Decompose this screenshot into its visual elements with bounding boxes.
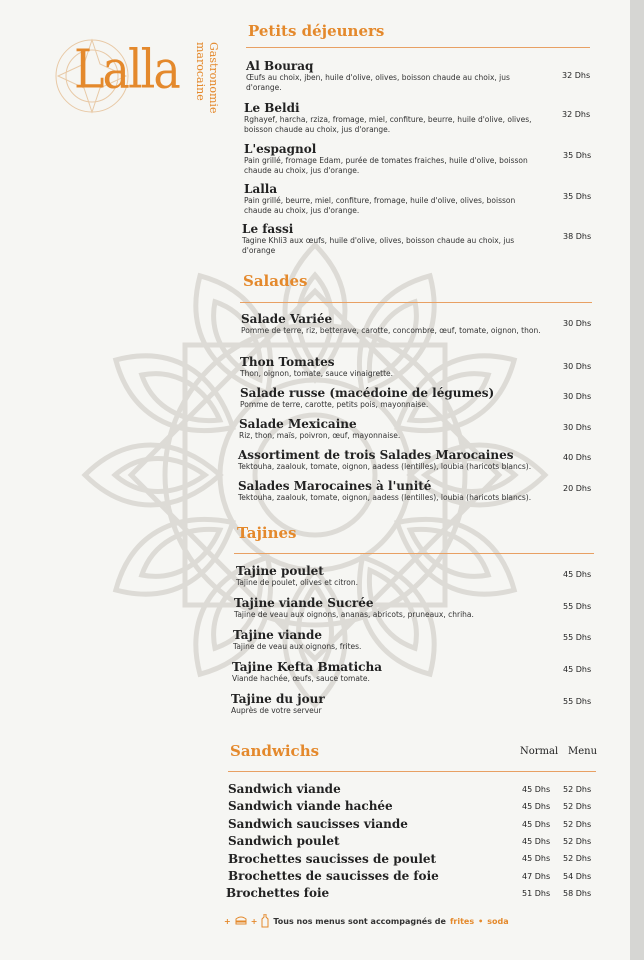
item-description: Tektouha, zaalouk, tomate, oignon, aadess (lentilles), loubia (haricots blancs). xyxy=(238,493,532,502)
footer-note xyxy=(224,914,509,928)
item-description: Rghayef, harcha, rziza, fromage, miel, confiture, beurre, huile d'olive, olives, boisson chaude au choix, jus d'orange. xyxy=(244,115,532,134)
item-name: Brochettes foie xyxy=(226,886,330,900)
item-description: Auprès de votre serveur xyxy=(231,706,322,715)
item-name: Sandwich viande hachée xyxy=(228,799,393,813)
page-edge xyxy=(630,0,644,960)
price-menu: 54 Dhs xyxy=(563,872,592,881)
sandwich-row xyxy=(228,869,439,883)
brand-logo xyxy=(52,34,220,118)
item-name: Assortiment de trois Salades Marocaines xyxy=(238,448,514,462)
price-menu: 52 Dhs xyxy=(563,854,592,863)
column-header-normal: Normal xyxy=(520,746,559,757)
logo-text: Lalla xyxy=(74,37,179,101)
item-name: Tajine Kefta Bmaticha xyxy=(232,660,382,674)
price-normal: 45 Dhs xyxy=(522,837,551,846)
sandwich-row xyxy=(228,852,436,866)
footer-frites: frites xyxy=(449,916,475,926)
item-name: Brochettes saucisses de poulet xyxy=(228,852,437,866)
item-name: Salades Marocaines à l'unité xyxy=(238,479,432,493)
item-name: Salade Variée xyxy=(241,312,333,326)
menu-item xyxy=(240,355,540,379)
price-normal: 51 Dhs xyxy=(522,889,551,898)
section-title-sandwichs: Sandwichs xyxy=(230,742,320,760)
item-price: 40 Dhs xyxy=(563,453,592,462)
price-menu: 52 Dhs xyxy=(563,802,592,811)
item-description: Pain grillé, beurre, miel, confiture, fromage, huile d'olive, olives, boisson chaude au choix, jus d'orange. xyxy=(244,196,516,215)
item-price: 38 Dhs xyxy=(563,232,592,241)
sandwich-row xyxy=(226,886,329,900)
item-description: Tagine Khli3 aux œufs, huile d'olive, olives, boisson chaude au choix, jus d'orange xyxy=(242,236,515,255)
price-normal: 45 Dhs xyxy=(522,820,551,829)
menu-item xyxy=(244,101,544,135)
item-description: Tajine de poulet, olives et citron. xyxy=(236,578,358,587)
item-name: Salade russe (macédoine de légumes) xyxy=(240,386,495,400)
logo-subtitle: Gastronomie marocaine xyxy=(194,42,220,114)
footer-text: Tous nos menus sont accompagnés de xyxy=(273,916,446,926)
sandwich-row xyxy=(228,799,393,813)
menu-item xyxy=(236,564,536,588)
price-menu: 52 Dhs xyxy=(563,837,592,846)
item-name: Tajine poulet xyxy=(236,564,324,578)
menu-item xyxy=(232,660,532,684)
item-price: 30 Dhs xyxy=(563,392,592,401)
section-title-salades: Salades xyxy=(243,272,308,290)
item-name: Thon Tomates xyxy=(240,355,335,369)
price-menu: 52 Dhs xyxy=(563,785,592,794)
price-normal: 45 Dhs xyxy=(522,785,551,794)
item-name: L'espagnol xyxy=(244,142,317,156)
price-menu: 52 Dhs xyxy=(563,820,592,829)
sandwich-row xyxy=(228,782,341,796)
section-divider xyxy=(228,771,596,772)
section-title-petits-dejeuners: Petits déjeuners xyxy=(248,22,385,40)
price-normal: 45 Dhs xyxy=(522,802,551,811)
column-header-menu: Menu xyxy=(568,746,598,757)
menu-item xyxy=(231,692,531,716)
item-price: 35 Dhs xyxy=(563,151,592,160)
item-name: Brochettes de saucisses de foie xyxy=(228,869,439,883)
sandwich-row xyxy=(228,834,340,848)
item-price: 55 Dhs xyxy=(563,602,592,611)
menu-item xyxy=(239,417,539,441)
item-name: Sandwich poulet xyxy=(228,834,340,848)
item-name: Lalla xyxy=(244,182,278,196)
item-price: 20 Dhs xyxy=(563,484,592,493)
item-price: 55 Dhs xyxy=(563,697,592,706)
price-normal: 47 Dhs xyxy=(522,872,551,881)
item-price: 30 Dhs xyxy=(563,319,592,328)
item-name: Sandwich saucisses viande xyxy=(228,817,408,831)
item-price: 55 Dhs xyxy=(563,633,592,642)
plus-icon: + xyxy=(224,916,231,926)
menu-item xyxy=(242,222,542,256)
item-description: Tektouha, zaalouk, tomate, oignon, aadess (lentilles), loubia (haricots blancs). xyxy=(238,462,532,471)
section-divider xyxy=(240,302,592,303)
price-menu: 58 Dhs xyxy=(563,889,592,898)
menu-item xyxy=(244,142,544,176)
menu-item xyxy=(234,596,554,620)
item-price: 45 Dhs xyxy=(563,570,592,579)
item-description: Pomme de terre, carotte, petits pois, mayonnaise. xyxy=(240,400,429,409)
price-normal: 45 Dhs xyxy=(522,854,551,863)
item-name: Tajine viande Sucrée xyxy=(234,596,374,610)
menu-item xyxy=(240,386,550,410)
item-name: Salade Mexicaine xyxy=(239,417,357,431)
item-price: 35 Dhs xyxy=(563,192,592,201)
bottle-icon xyxy=(261,914,269,928)
item-name: Sandwich viande xyxy=(228,782,341,796)
item-price: 30 Dhs xyxy=(563,362,592,371)
item-description: Thon, oignon, tomate, sauce vinaigrette. xyxy=(240,369,394,378)
sandwich-icon xyxy=(235,915,247,927)
plus-icon: + xyxy=(250,916,258,926)
item-price: 45 Dhs xyxy=(563,665,592,674)
menu-item xyxy=(238,448,558,472)
item-description: Œufs au choix, jben, huile d'olive, olives, boisson chaude au choix, jus d'orange. xyxy=(246,73,510,92)
item-name: Le fassi xyxy=(242,222,294,236)
item-name: Al Bouraq xyxy=(246,59,314,73)
item-description: Tajine de veau aux oignons, ananas, abricots, pruneaux, chriha. xyxy=(234,610,474,619)
item-price: 32 Dhs xyxy=(562,110,591,119)
item-name: Tajine viande xyxy=(233,628,323,642)
footer-separator: • xyxy=(478,916,484,926)
menu-item xyxy=(233,628,533,652)
item-description: Tajine de veau aux oignons, frites. xyxy=(233,642,362,651)
item-description: Viande hachée, œufs, sauce tomate. xyxy=(232,674,370,683)
menu-item xyxy=(238,479,558,503)
item-description: Riz, thon, maïs, poivron, œuf, mayonnaise. xyxy=(239,431,401,440)
item-name: Le Beldi xyxy=(244,101,300,115)
section-title-tajines: Tajines xyxy=(237,524,297,542)
item-price: 30 Dhs xyxy=(563,423,592,432)
sandwich-row xyxy=(228,817,408,831)
footer-soda: soda xyxy=(487,916,509,926)
menu-item xyxy=(246,59,536,93)
item-price: 32 Dhs xyxy=(562,71,591,80)
menu-item xyxy=(241,312,541,336)
section-divider xyxy=(234,553,594,554)
item-description: Pomme de terre, riz, betterave, carotte, concombre, œuf, tomate, oignon, thon. xyxy=(241,326,541,335)
item-name: Tajine du jour xyxy=(231,692,325,706)
item-description: Pain grillé, fromage Edam, purée de tomates fraiches, huile d'olive, boisson chaude au choix, jus d'orange. xyxy=(244,156,528,175)
menu-item xyxy=(244,182,544,216)
section-divider xyxy=(246,47,590,48)
